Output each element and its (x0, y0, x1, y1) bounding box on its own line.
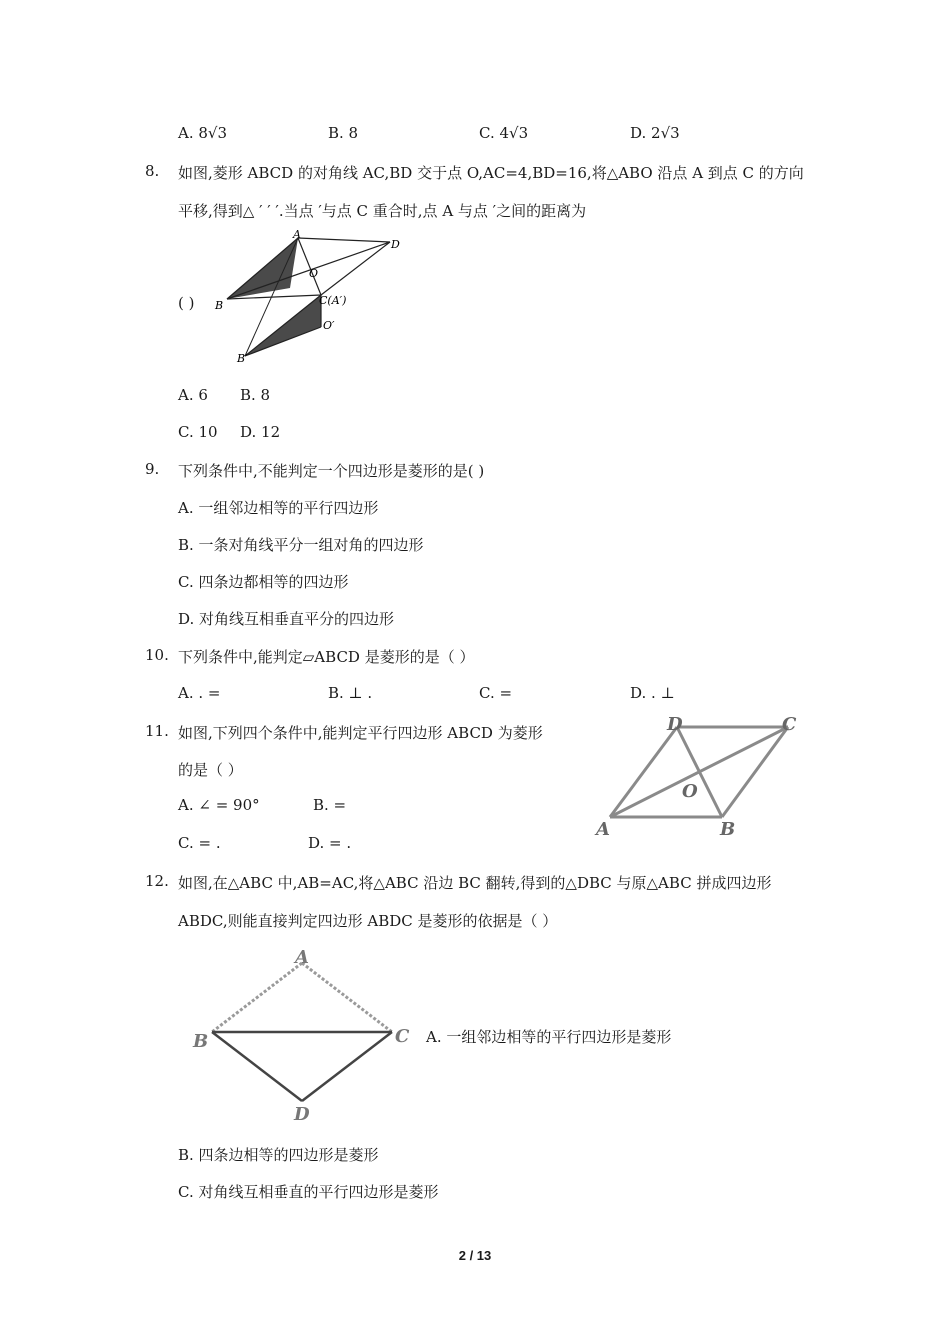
q8-option-d: D. 12 (240, 423, 281, 441)
q11-label-o: O (682, 781, 698, 802)
q12-stem-line1: 如图,在△ABC 中,AB=AC,将△ABC 沿边 BC 翻转,得到的△DBC 与原△ABC 拼成四边形 (178, 874, 772, 892)
q8-label-d: D (391, 238, 400, 251)
q8-rhombus-figure (205, 228, 410, 368)
q12-option-a: A. 一组邻边相等的平行四边形是菱形 (426, 1028, 672, 1046)
q9-stem: 下列条件中,不能判定一个四边形是菱形的是( ) (178, 462, 485, 480)
q8-option-a: A. 6 (178, 386, 208, 404)
q7-option-b: B. 8 (328, 124, 359, 142)
q10-option-d: D. . ⊥ (630, 684, 675, 702)
q12-number: 12. (145, 872, 169, 890)
q9-option-c: C. 四条边都相等的四边形 (178, 573, 349, 591)
q12-option-b: B. 四条边相等的四边形是菱形 (178, 1146, 379, 1164)
q11-number: 11. (145, 722, 169, 740)
q12-option-c: C. 对角线互相垂直的平行四边形是菱形 (178, 1183, 439, 1201)
q8-label-b: B (215, 299, 224, 312)
q9-option-b: B. 一条对角线平分一组对角的四边形 (178, 536, 424, 554)
q8-label-c: C(A′) (319, 294, 347, 307)
q11-option-c: C. = . (178, 834, 221, 852)
q11-label-c: C (782, 714, 797, 735)
page-number: 2 / 13 (458, 1248, 492, 1263)
q7-option-c: C. 4√3 (479, 124, 529, 142)
q10-stem: 下列条件中,能判定▱ABCD 是菱形的是（ ） (178, 648, 475, 666)
q11-stem-line1: 如图,下列四个条件中,能判定平行四边形 ABCD 为菱形 (178, 724, 543, 742)
q12-label-b: B (193, 1031, 209, 1052)
q11-stem-line2: 的是（ ） (178, 761, 243, 779)
q10-option-b: B. ⊥ . (328, 684, 373, 702)
q9-option-a: A. 一组邻边相等的平行四边形 (178, 499, 379, 517)
q10-option-c: C. = (479, 684, 513, 702)
q9-option-d: D. 对角线互相垂直平分的四边形 (178, 610, 395, 628)
q8-number: 8. (145, 162, 160, 180)
q8-label-a: A (293, 228, 301, 241)
q12-label-a: A (295, 947, 309, 968)
q7-option-a: A. 8√3 (178, 124, 228, 142)
q11-label-d: D (667, 714, 683, 735)
q11-label-a: A (596, 819, 610, 840)
q12-label-c: C (395, 1026, 410, 1047)
q8-option-b: B. 8 (240, 386, 271, 404)
q12-label-d: D (294, 1104, 310, 1125)
q11-option-d: D. = . (308, 834, 352, 852)
q10-option-a: A. . = (178, 684, 221, 702)
q12-rhombus-figure (190, 945, 420, 1125)
q10-number: 10. (145, 646, 169, 664)
q8-label-o: O (309, 267, 319, 280)
q8-label-bp: B′ (237, 352, 248, 365)
q8-stem-line1: 如图,菱形 ABCD 的对角线 AC,BD 交于点 O,AC=4,BD=16,将△ABO 沿点 A 到点 C 的方向 (178, 164, 804, 182)
q7-option-d: D. 2√3 (630, 124, 680, 142)
q9-number: 9. (145, 460, 160, 478)
q8-option-c: C. 10 (178, 423, 218, 441)
q11-option-a: A. ∠ = 90° (178, 796, 260, 814)
q11-option-b: B. = (313, 796, 347, 814)
q11-label-b: B (720, 819, 736, 840)
q12-stem-line2: ABDC,则能直接判定四边形 ABDC 是菱形的依据是（ ） (178, 912, 558, 930)
q8-label-op: O′ (323, 319, 335, 332)
q8-answer-paren: ( ) (178, 294, 195, 312)
q11-parallelogram-figure (590, 710, 810, 845)
q8-stem-line2: 平移,得到△ ′ ′ ′.当点 ′与点 C 重合时,点 A 与点 ′之间的距离为 (178, 202, 587, 220)
